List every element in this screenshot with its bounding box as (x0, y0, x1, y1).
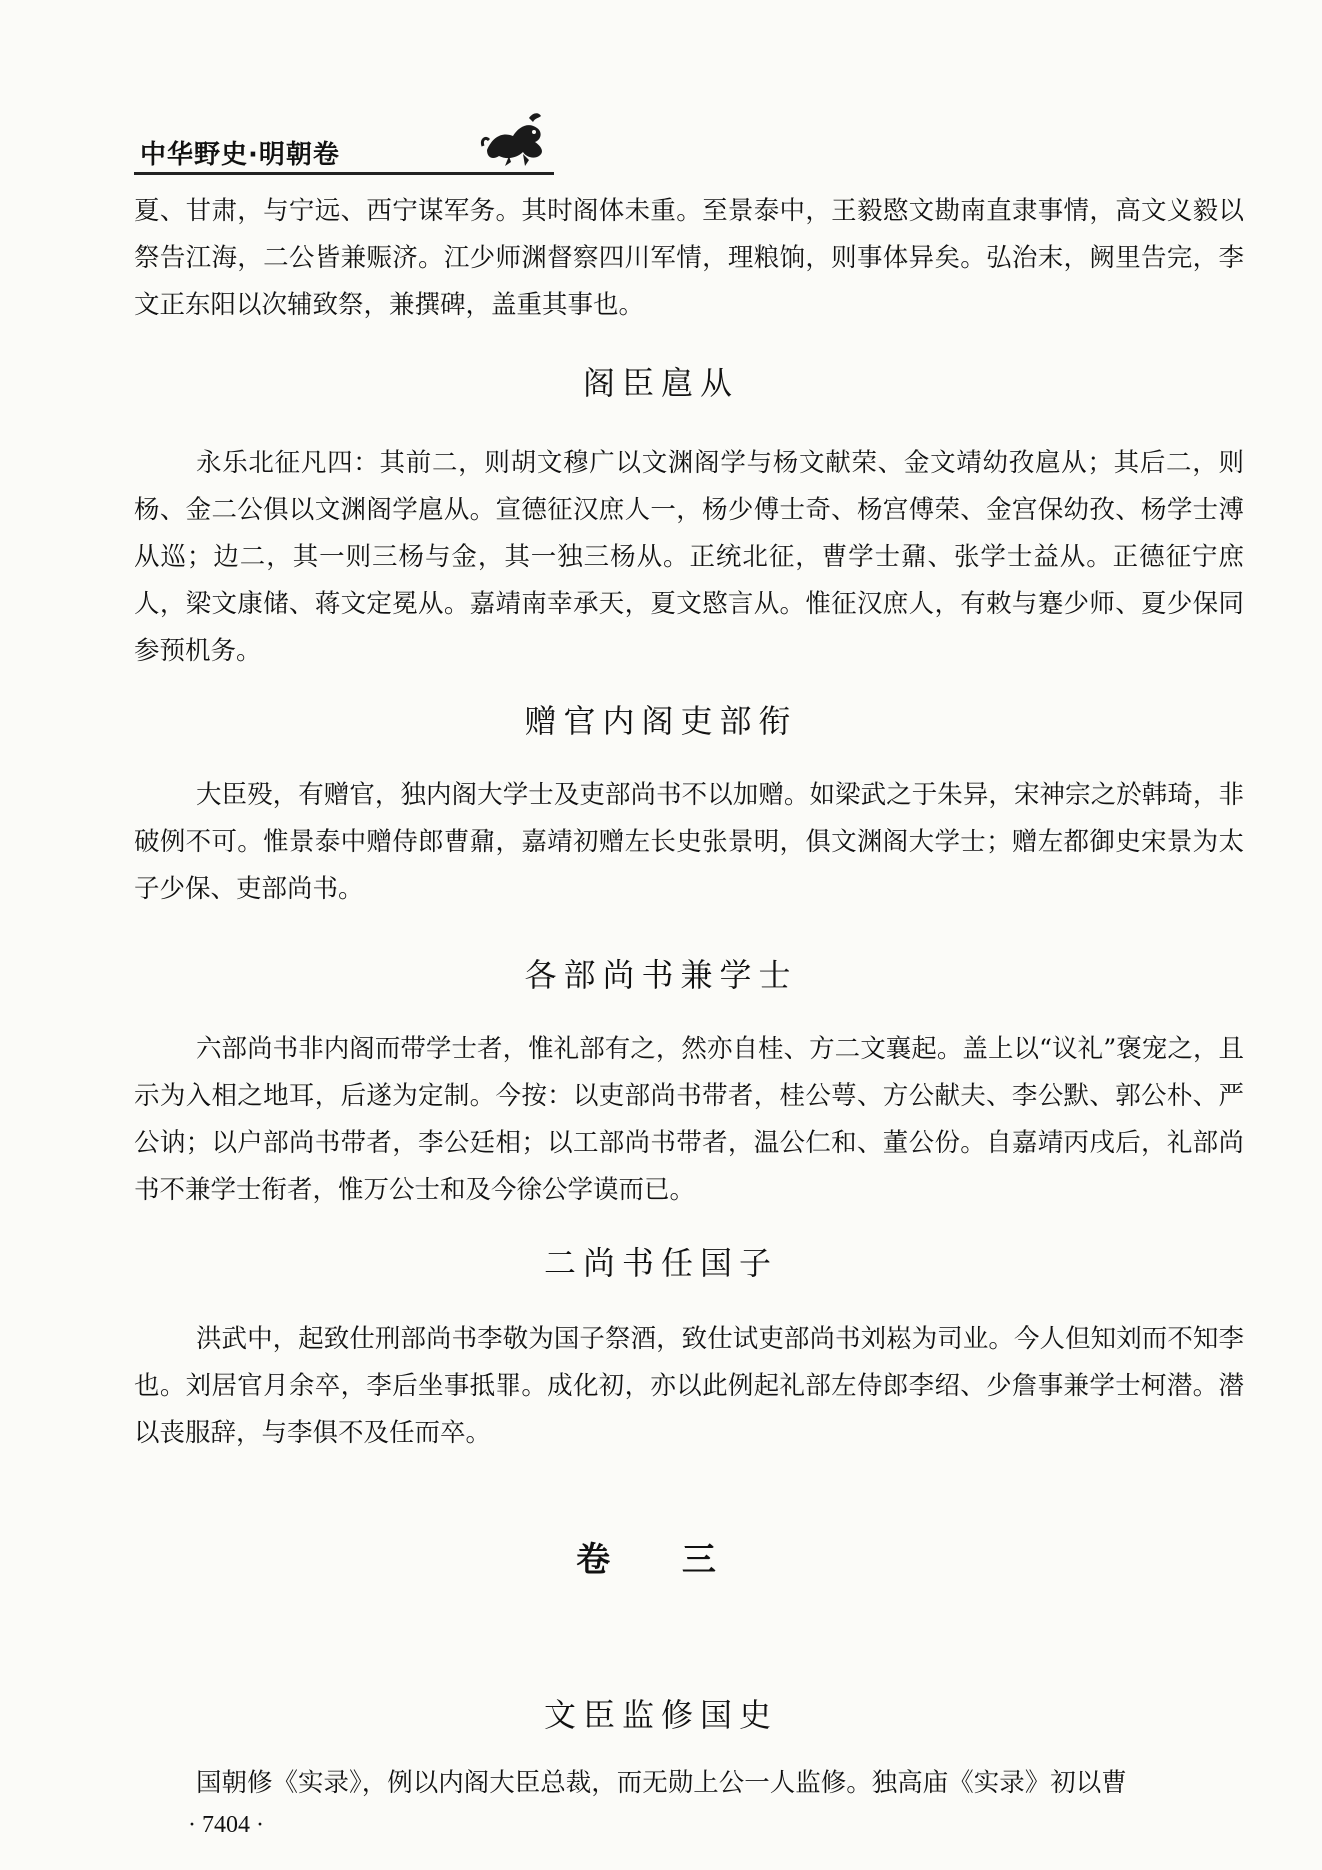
page-number: · 7404 · (188, 1812, 264, 1838)
running-header (134, 108, 554, 178)
section-text-ge-chen-hu-cong: 永乐北征凡四：其前二，则胡文穆广以文渊阁学与杨文献荣、金文靖幼孜扈从；其后二，则杨、金二公俱以文渊阁学扈从。宣德征汉庶人一，杨少傅士奇、杨宫傅荣、金宫保幼孜、杨学士溥从巡；边二，其一则三杨与金，其一独三杨从。正统北征，曹学士鼐、张学士益从。正德征宁庶人，梁文康储、蒋文定冕从。嘉靖南幸承天，夏文愍言从。惟征汉庶人，有敕与蹇少师、夏少保同参预机务。 (134, 448, 1244, 666)
section-text-zeng-guan: 大臣殁，有赠官，独内阁大学士及吏部尚书不以加赠。如梁武之于朱异，宋神宗之於韩琦，非破例不可。惟景泰中赠侍郎曹鼐，嘉靖初赠左长史张景明，俱文渊阁大学士；赠左都御史宋景为太子少保、吏部尚书。 (134, 780, 1244, 904)
section-text-guo-zi: 洪武中，起致仕刑部尚书李敬为国子祭酒，致仕试吏部尚书刘崧为司业。今人但知刘而不知李也。刘居官月余卒，李后坐事抵罪。成化初，亦以此例起礼部左侍郎李绍、少詹事兼学士柯潜。潜以丧服辞，与李俱不及任而卒。 (134, 1324, 1244, 1448)
section-title-jian-xiu-guo-shi: 文臣监修国史 (543, 1696, 778, 1734)
dragon-icon (479, 106, 551, 168)
section-text-shang-shu-xue-shi: 六部尚书非内阁而带学士者，惟礼部有之，然亦自桂、方二文襄起。盖上以“议礼”褒宠之，且示为入相之地耳，后遂为定制。今按：以吏部尚书带者，桂公萼、方公献夫、李公默、郭公朴、严公讷；以户部尚书带者，李公廷相；以工部尚书带者，温公仁和、董公份。自嘉靖丙戌后，礼部尚书不兼学士衔者，惟万公士和及今徐公学谟而已。 (134, 1034, 1244, 1205)
header-title: 中华野史·明朝卷 (140, 140, 340, 170)
volume-title: 卷 三 (576, 1540, 746, 1580)
section-text-jian-xiu-guo-shi: 国朝修《实录》，例以内阁大臣总裁，而无勋上公一人监修。独高庙《实录》初以曹 (196, 1768, 1127, 1798)
section-title-guo-zi: 二尚书任国子 (543, 1244, 778, 1282)
paragraph-continued: 夏、甘肃，与宁远、西宁谋军务。其时阁体未重。至景泰中，王毅愍文勘南直隶事情，高文义毅以祭告江海，二公皆兼赈济。江少师渊督察四川军情，理粮饷，则事体异矣。弘治末，阙里告完，李文正东阳以次辅致祭，兼撰碑，盖重其事也。 (134, 196, 1244, 320)
section-title-shang-shu-xue-shi: 各部尚书兼学士 (524, 956, 798, 994)
section-title-ge-chen-hu-cong: 阁臣扈从 (582, 364, 739, 402)
section-title-zeng-guan: 赠官内阁吏部衔 (524, 702, 798, 740)
header-rule (134, 172, 554, 175)
